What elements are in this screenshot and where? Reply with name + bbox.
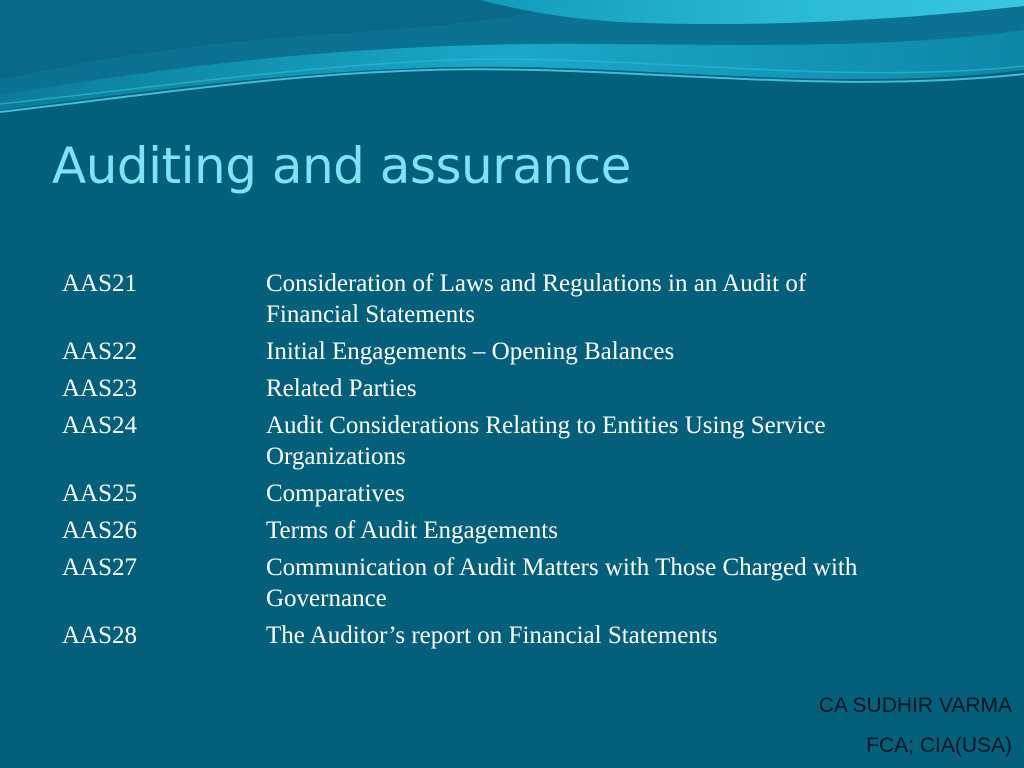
standard-description: The Auditor’s report on Financial Statements xyxy=(266,622,718,649)
author-credentials: FCA; CIA(USA) xyxy=(866,734,1012,757)
list-item xyxy=(62,620,882,651)
list-item xyxy=(62,268,882,330)
standard-code: AAS27 xyxy=(62,554,138,581)
list-item xyxy=(62,336,882,367)
standard-description: Initial Engagements – Opening Balances xyxy=(266,338,675,365)
standards-list xyxy=(62,268,882,657)
list-item xyxy=(62,373,882,404)
list-item xyxy=(62,478,882,509)
standard-description: Consideration of Laws and Regulations in an Audit of Financial Statements xyxy=(266,270,807,328)
list-item xyxy=(62,552,882,614)
list-item xyxy=(62,515,882,546)
standard-description: Related Parties xyxy=(266,375,417,402)
standard-code: AAS24 xyxy=(62,412,138,439)
standard-description: Terms of Audit Engagements xyxy=(266,517,558,544)
standard-description: Communication of Audit Matters with Those Charged with Governance xyxy=(266,554,858,612)
standard-code: AAS26 xyxy=(62,517,138,544)
standard-code: AAS23 xyxy=(62,375,138,402)
standard-code: AAS25 xyxy=(62,480,138,507)
list-item xyxy=(62,410,882,472)
standard-description: Audit Considerations Relating to Entities Using Service Organizations xyxy=(266,412,826,470)
standard-code: AAS28 xyxy=(62,622,138,649)
slide-title: Auditing and assurance xyxy=(52,137,631,195)
standard-code: AAS21 xyxy=(62,270,138,297)
standard-description: Comparatives xyxy=(266,480,405,507)
author-name: CA SUDHIR VARMA xyxy=(818,694,1012,717)
header-wave-decoration xyxy=(0,0,1024,120)
standard-code: AAS22 xyxy=(62,338,138,365)
